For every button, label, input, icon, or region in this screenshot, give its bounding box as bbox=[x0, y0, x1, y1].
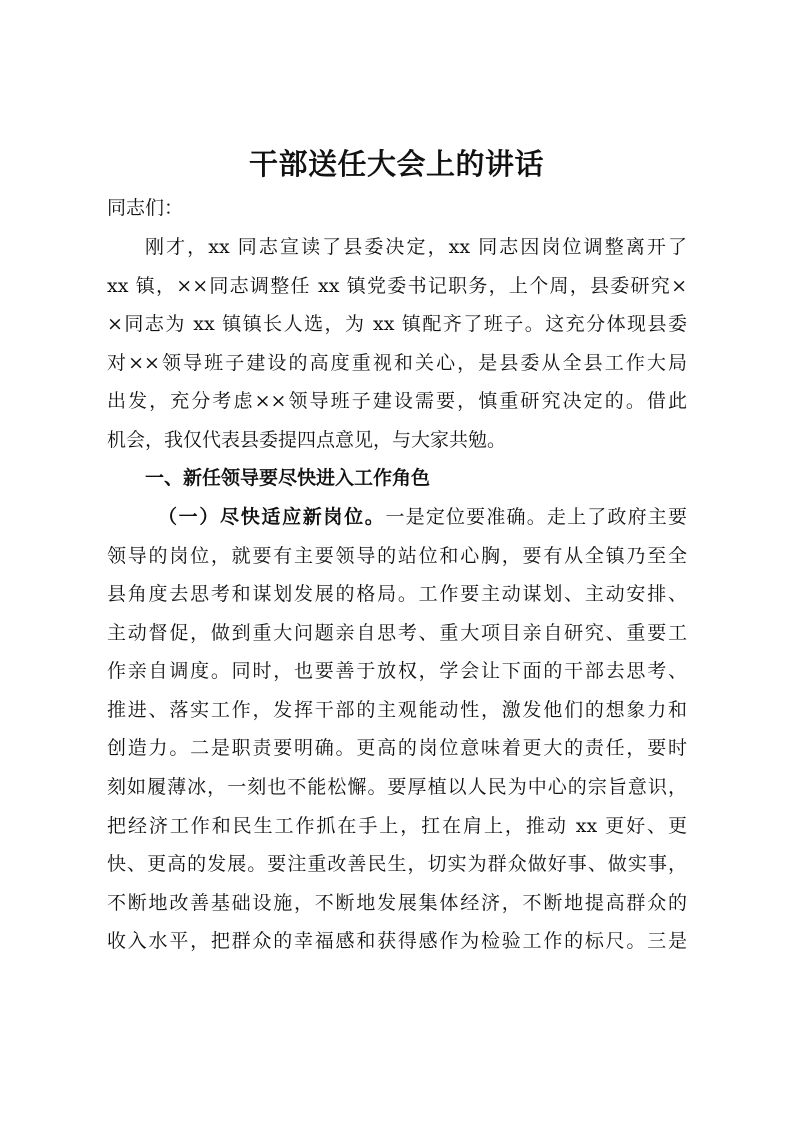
paragraph1-line5: 出发，充分考虑××领导班子建设需要，慎重研究决定的。借此 bbox=[107, 390, 687, 412]
paragraph2-line10: 快、更高的发展。要注重改善民生，切实为群众做好事、做实事， bbox=[107, 853, 687, 875]
paragraph2-line3: 县角度去思考和谋划发展的格局。工作要主动谋划、主动安排、 bbox=[107, 583, 687, 605]
paragraph1-line6: 机会，我仅代表县委提四点意见，与大家共勉。 bbox=[107, 429, 507, 451]
paragraph2-line2: 领导的岗位，就要有主要领导的站位和心胸，要有从全镇乃至全 bbox=[107, 545, 687, 567]
salutation: 同志们： bbox=[107, 197, 184, 219]
paragraph1-line2: xx 镇，××同志调整任 xx 镇党委书记职务，上个周，县委研究× bbox=[107, 275, 687, 297]
paragraph1-line3: ×同志为 xx 镇镇长人选，为 xx 镇配齐了班子。这充分体现县委 bbox=[107, 313, 687, 335]
paragraph2-line11: 不断地改善基础设施，不断地发展集体经济，不断地提高群众的 bbox=[107, 892, 687, 914]
paragraph1-line4: 对××领导班子建设的高度重视和关心，是县委从全县工作大局 bbox=[107, 352, 687, 374]
subsection-heading-1: （一）尽快适应新岗位。 bbox=[158, 506, 386, 528]
paragraph2-line8: 刻如履薄冰，一刻也不能松懈。要厚植以人民为中心的宗旨意识， bbox=[107, 776, 687, 798]
paragraph2-line7: 创造力。二是职责要明确。更高的岗位意味着更大的责任，要时 bbox=[107, 737, 687, 759]
paragraph2-line4: 主动督促，做到重大问题亲自思考、重大项目亲自研究、重要工 bbox=[107, 622, 687, 644]
paragraph1-line1: 刚才，xx 同志宣读了县委决定，xx 同志因岗位调整离开了 bbox=[145, 236, 687, 258]
paragraph2-line9: 把经济工作和民生工作抓在手上，扛在肩上，推动 xx 更好、更 bbox=[107, 815, 687, 837]
section-heading-1: 一、新任领导要尽快进入工作角色 bbox=[145, 467, 431, 489]
paragraph2-first-line bbox=[158, 505, 687, 529]
document-title: 干部送任大会上的讲话 bbox=[248, 147, 544, 181]
paragraph2-first-line-rest: 一是定位要准确。走上了政府主要 bbox=[385, 506, 687, 528]
paragraph2-line5: 作亲自调度。同时，也要善于放权，学会让下面的干部去思考、 bbox=[107, 660, 687, 682]
paragraph2-line12: 收入水平，把群众的幸福感和获得感作为检验工作的标尺。三是 bbox=[107, 930, 687, 952]
paragraph2-line6: 推进、落实工作，发挥干部的主观能动性，激发他们的想象力和 bbox=[107, 699, 687, 721]
